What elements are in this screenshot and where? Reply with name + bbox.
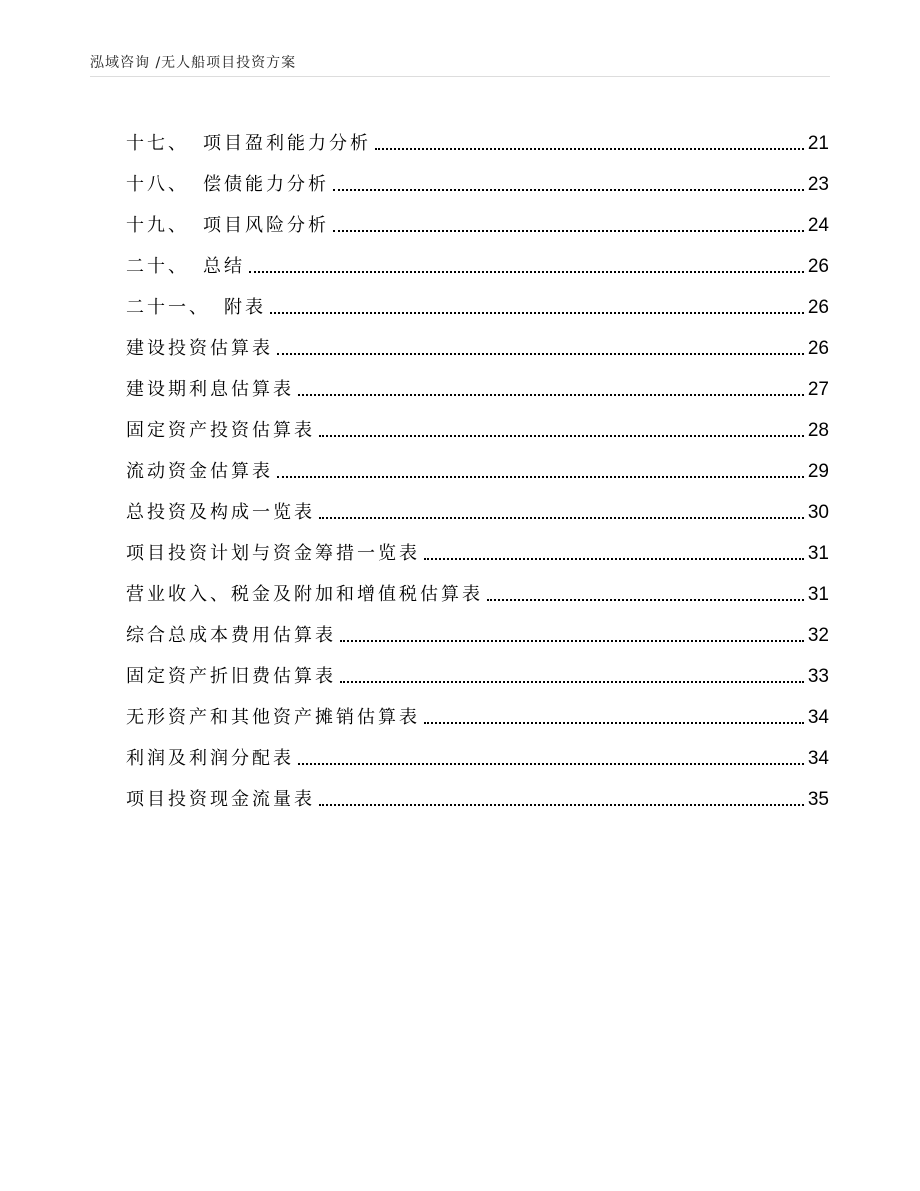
toc-entry[interactable] [126, 163, 829, 204]
toc-dot-leader [333, 189, 804, 191]
toc-entry-title: 偿债能力分析 [203, 174, 329, 195]
toc-entry[interactable] [126, 696, 829, 737]
toc-entry-title: 营业收入、税金及附加和增值税估算表 [126, 584, 483, 605]
toc-entry-page-number: 34 [807, 748, 829, 769]
toc-entry[interactable] [126, 368, 829, 409]
toc-entry[interactable] [126, 532, 829, 573]
toc-entry-page-number: 26 [807, 338, 829, 359]
toc-dot-leader [319, 804, 804, 806]
toc-entry[interactable] [126, 409, 829, 450]
toc-dot-leader [319, 435, 804, 437]
toc-dot-leader [424, 722, 804, 724]
toc-entry[interactable] [126, 737, 829, 778]
toc-entry-number: 十八、 [126, 174, 189, 195]
toc-entry-title: 固定资产折旧费估算表 [126, 666, 336, 687]
toc-entry[interactable] [126, 122, 829, 163]
toc-entry-title: 附表 [224, 297, 266, 318]
toc-entry-title: 综合总成本费用估算表 [126, 625, 336, 646]
toc-entry-title: 利润及利润分配表 [126, 748, 294, 769]
toc-dot-leader [277, 353, 804, 355]
toc-entry[interactable] [126, 286, 829, 327]
page-header: 泓域咨询 /无人船项目投资方案 [90, 55, 297, 71]
toc-entry-title: 项目风险分析 [203, 215, 329, 236]
toc-entry-title: 总结 [203, 256, 245, 277]
toc-entry-title: 无形资产和其他资产摊销估算表 [126, 707, 420, 728]
toc-dot-leader [298, 763, 804, 765]
toc-entry[interactable] [126, 491, 829, 532]
toc-entry-page-number: 29 [807, 461, 829, 482]
toc-entry-title: 项目盈利能力分析 [203, 133, 371, 154]
toc-entry[interactable] [126, 450, 829, 491]
toc-entry-page-number: 24 [807, 215, 829, 236]
toc-entry-page-number: 28 [807, 420, 829, 441]
toc-entry-page-number: 30 [807, 502, 829, 523]
toc-entry[interactable] [126, 204, 829, 245]
toc-entry-title: 项目投资计划与资金筹措一览表 [126, 543, 420, 564]
toc-entry-page-number: 35 [807, 789, 829, 810]
toc-entry-page-number: 23 [807, 174, 829, 195]
toc-entry-page-number: 26 [807, 297, 829, 318]
toc-entry-title: 建设期利息估算表 [126, 379, 294, 400]
toc-dot-leader [277, 476, 804, 478]
table-of-contents [126, 122, 829, 819]
toc-entry-number: 二十、 [126, 256, 189, 277]
toc-entry[interactable] [126, 245, 829, 286]
toc-dot-leader [487, 599, 804, 601]
toc-entry-title: 总投资及构成一览表 [126, 502, 315, 523]
toc-entry[interactable] [126, 655, 829, 696]
toc-entry-page-number: 27 [807, 379, 829, 400]
toc-dot-leader [340, 640, 804, 642]
toc-dot-leader [270, 312, 804, 314]
header-divider [90, 76, 830, 77]
toc-entry-page-number: 34 [807, 707, 829, 728]
toc-entry[interactable] [126, 327, 829, 368]
toc-entry-page-number: 31 [807, 584, 829, 605]
toc-entry-number: 二十一、 [126, 297, 210, 318]
toc-dot-leader [424, 558, 804, 560]
toc-entry-page-number: 33 [807, 666, 829, 687]
toc-dot-leader [375, 148, 804, 150]
toc-entry[interactable] [126, 573, 829, 614]
toc-entry-title: 建设投资估算表 [126, 338, 273, 359]
toc-entry[interactable] [126, 614, 829, 655]
toc-entry-page-number: 31 [807, 543, 829, 564]
toc-entry-title: 项目投资现金流量表 [126, 789, 315, 810]
toc-entry-number: 十七、 [126, 133, 189, 154]
toc-dot-leader [333, 230, 804, 232]
toc-entry-page-number: 21 [807, 133, 829, 154]
toc-entry-title: 固定资产投资估算表 [126, 420, 315, 441]
toc-entry[interactable] [126, 778, 829, 819]
toc-entry-page-number: 32 [807, 625, 829, 646]
toc-entry-page-number: 26 [807, 256, 829, 277]
toc-entry-title: 流动资金估算表 [126, 461, 273, 482]
toc-dot-leader [319, 517, 804, 519]
toc-dot-leader [249, 271, 804, 273]
toc-dot-leader [340, 681, 804, 683]
toc-entry-number: 十九、 [126, 215, 189, 236]
toc-dot-leader [298, 394, 804, 396]
